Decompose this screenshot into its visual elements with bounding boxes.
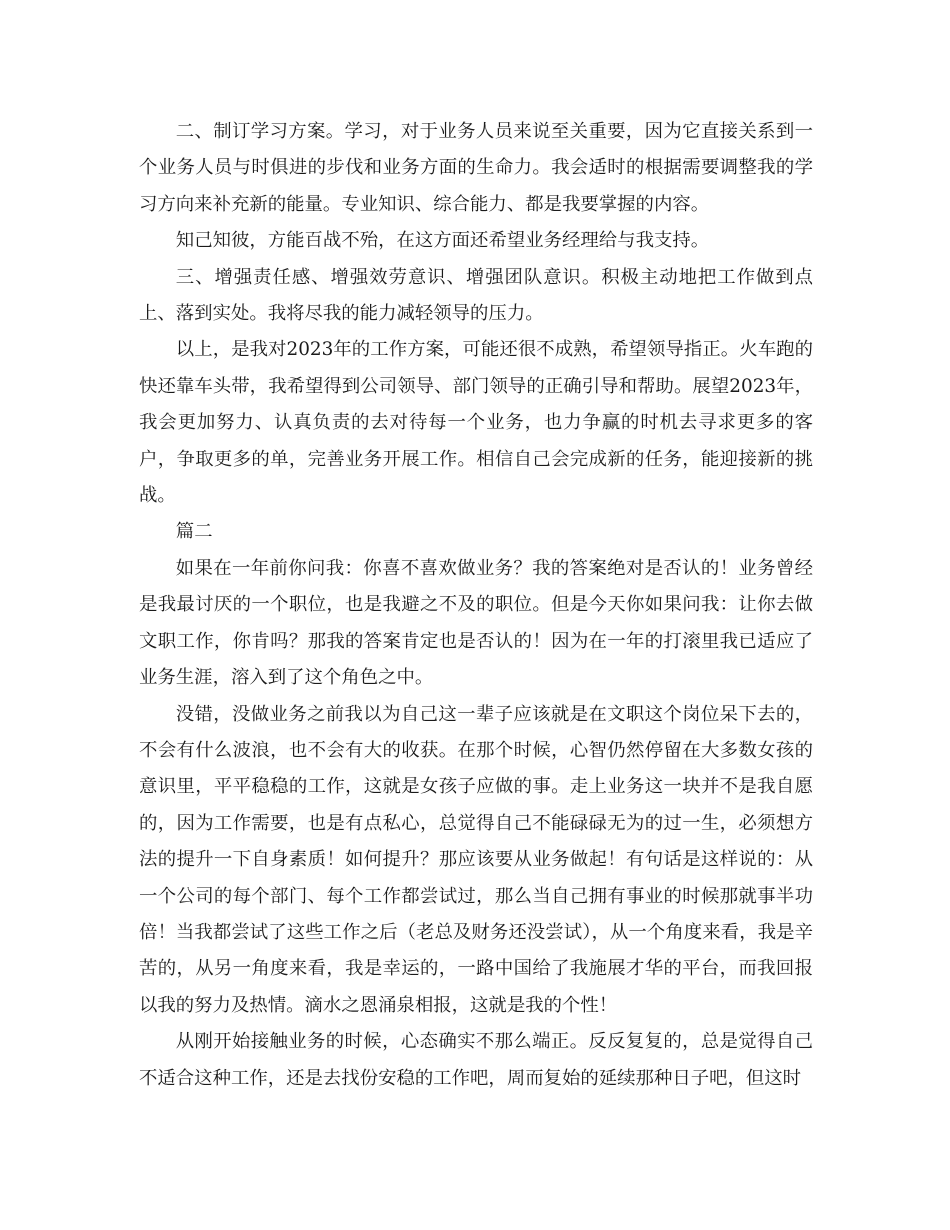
paragraph-work-plan-summary: 以上，是我对2023年的工作方案，可能还很不成熟，希望领导指正。火车跑的快还靠车头带，我希望得到公司领导、部门领导的正确引导和帮助。展望2023年，我会更加努力、认真负责的去对待每一个业务，也力争赢的时机去寻求更多的客户，争取更多的单，完善业务开展工作。相信自己会完成新的任务，能迎接新的挑战。 [139,339,813,507]
paragraph-know-yourself: 知己知彼，方能百战不殆，在这方面还希望业务经理给与我支持。 [175,230,710,252]
paragraph-no-mistake: 没错，没做业务之前我以为自己这一辈子应该就是在文职这个岗位呆下去的，不会有什么波浪，也不会有大的收获。在那个时候，心智仍然停留在大多数女孩的意识里，平平稳稳的工作，这就是女孩子应做的事。走上业务这一块并不是我自愿的，因为工作需要，也是有点私心，总觉得自己不能碌碌无为的过一生，必须想方法的提升一下自身素质！如何提升？那应该要从业务做起！有句话是这样说的：从一个公司的每个部门、每个工作都尝试过，那么当自己拥有事业的时候那就事半功倍！当我都尝试了这些工作之后（老总及财务还没尝试），从一个角度来看，我是辛苦的，从另一角度来看，我是幸运的，一路中国给了我施展才华的平台，而我回报以我的努力及热情。滴水之恩涌泉相报，这就是我的个性！ [139,703,813,1016]
paragraph-beginning: 从刚开始接触业务的时候，心态确实不那么端正。反反复复的，总是觉得自己不适合这种工作，还是去找份安稳的工作吧，周而复始的延续那种日子吧，但这时 [139,1031,813,1089]
paragraph-year-ago: 如果在一年前你问我：你喜不喜欢做业务？我的答案绝对是否认的！业务曾经是我最讨厌的一个职位，也是我避之不及的职位。但是今天你如果问我：让你去做文职工作，你肯吗？那我的答案肯定也是否认的！因为在一年的打滚里我已适应了业务生涯，溶入到了这个角色之中。 [139,557,813,689]
paragraph-responsibility: 三、增强责任感、增强效劳意识、增强团队意识。积极主动地把工作做到点上、落到实处。我将尽我的能力减轻领导的压力。 [139,266,813,325]
paragraph-study-plan: 二、制订学习方案。学习，对于业务人员来说至关重要，因为它直接关系到一个业务人员与时俱进的步伐和业务方面的生命力。我会适时的根据需要调整我的学习方向来补充新的能量。专业知识、综合能力、都是我要掌握的内容。 [139,121,813,215]
document-body [139,114,813,1097]
section-heading: 篇二 [175,521,213,543]
